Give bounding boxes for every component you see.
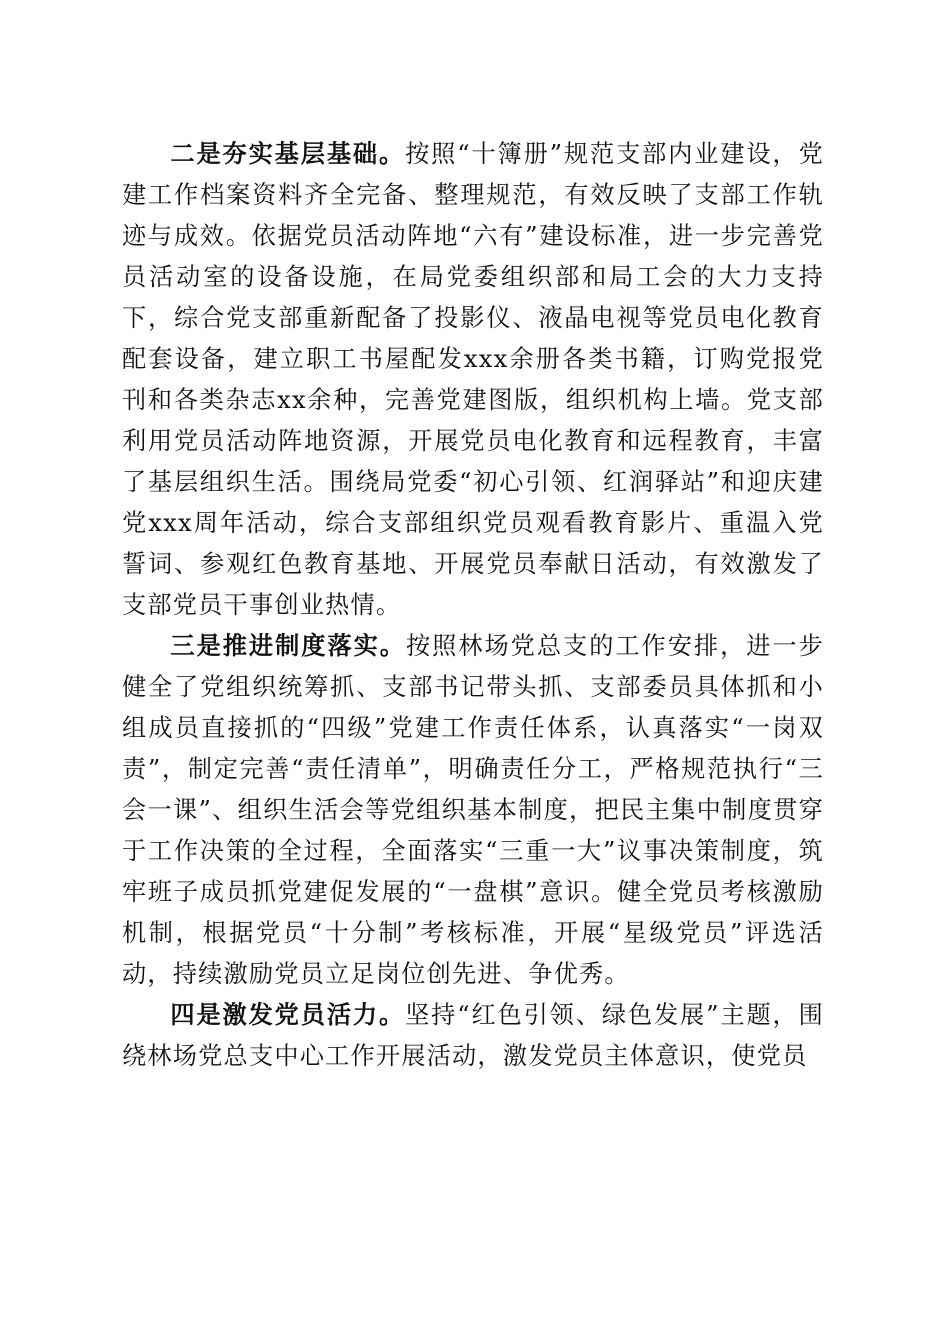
paragraph-member-vitality [122,995,824,1077]
paragraph-body-text: 坚持“红色引领、绿色发展”主题，围绕林场党总支中心工作开展活动，激发党员主体意识，使党员 [122,1001,824,1070]
paragraph-system-implementation [122,626,824,995]
paragraph-lead-heading: 四是激发党员活力。 [170,1001,406,1029]
paragraph-consolidate-foundation [122,134,824,626]
document-page [122,134,824,1077]
paragraph-lead-heading: 三是推进制度落实。 [170,632,406,660]
paragraph-body-text: 按照林场党总支的工作安排，进一步健全了党组织统筹抓、支部书记带头抓、支部委员具体抓和小组成员直接抓的“四级”党建工作责任体系，认真落实“一岗双责”，制定完善“责任清单”，明确责任分工，严格规范执行“三会一课”、组织生活会等党组织基本制度，把民主集中制度贯穿于工作决策的全过程，全面落实“三重一大”议事决策制度，筑牢班子成员抓党建促发展的“一盘棋”意识。健全党员考核激励机制，根据党员“十分制”考核标准，开展“星级党员”评选活动，持续激励党员立足岗位创先进、争优秀。 [122,632,824,988]
paragraph-body-text: 按照“十簿册”规范支部内业建设，党建工作档案资料齐全完备、整理规范，有效反映了支部工作轨迹与成效。依据党员活动阵地“六有”建设标准，进一步完善党员活动室的设备设施，在局党委组织部和局工会的大力支持下，综合党支部重新配备了投影仪、液晶电视等党员电化教育配套设备，建立职工书屋配发xxx余册各类书籍，订购党报党刊和各类杂志xx余种，完善党建图版，组织机构上墙。党支部利用党员活动阵地资源，开展党员电化教育和远程教育，丰富了基层组织生活。围绕局党委“初心引领、红润驿站”和迎庆建党xxx周年活动，综合支部组织党员观看教育影片、重温入党誓词、参观红色教育基地、开展党员奉献日活动，有效激发了支部党员干事创业热情。 [122,140,824,619]
paragraph-lead-heading: 二是夯实基层基础。 [170,140,406,168]
